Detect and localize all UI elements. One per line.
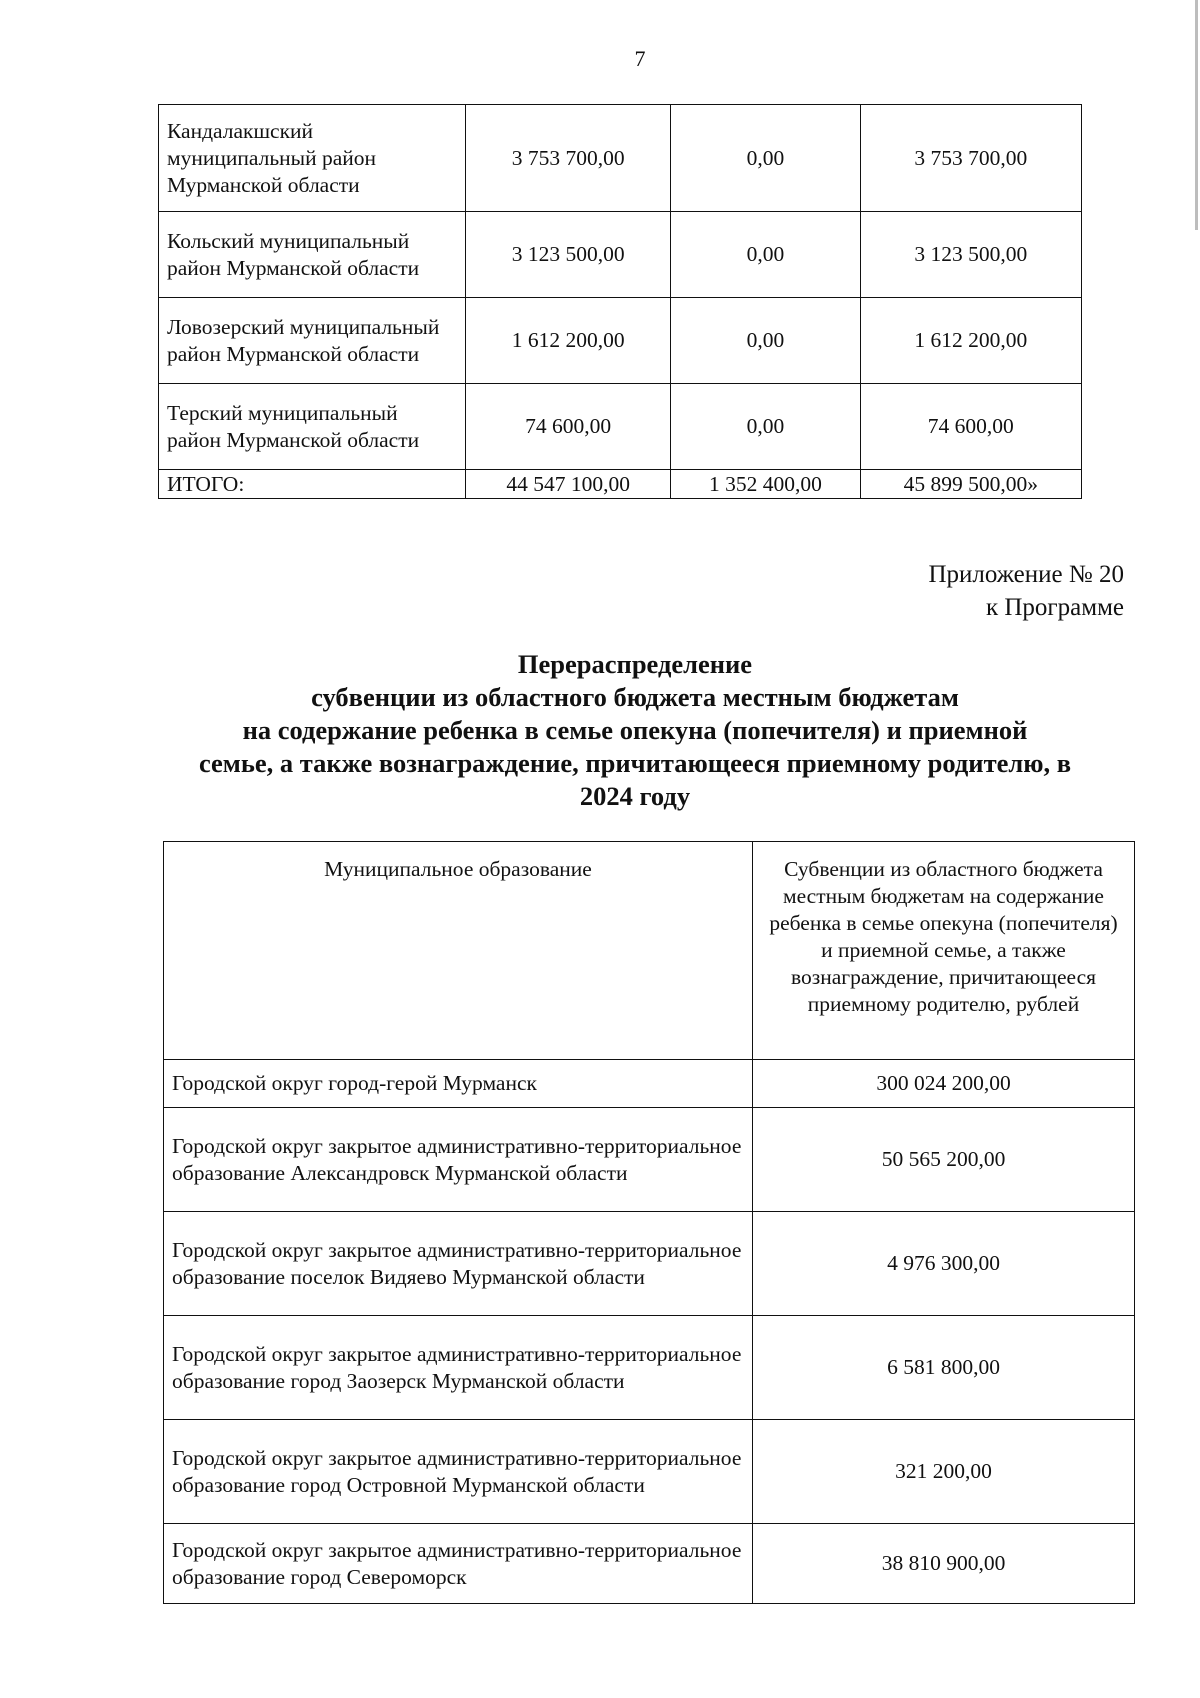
amount-cell: 3 123 500,00 bbox=[860, 212, 1082, 298]
appendix-reference bbox=[928, 558, 1124, 624]
table-row bbox=[159, 212, 1082, 298]
amount-cell: 0,00 bbox=[671, 212, 860, 298]
table-row bbox=[164, 1108, 1135, 1212]
municipality-name: Ловозерский муниципальный район Мурманской области bbox=[159, 298, 466, 384]
municipality-name: Кольский муниципальный район Мурманской области bbox=[159, 212, 466, 298]
amount-cell: 74 600,00 bbox=[860, 384, 1082, 470]
table-row bbox=[159, 298, 1082, 384]
amount-cell: 0,00 bbox=[671, 298, 860, 384]
amount-cell: 3 123 500,00 bbox=[466, 212, 671, 298]
amount-cell: 3 753 700,00 bbox=[466, 105, 671, 212]
total-amount: 45 899 500,00» bbox=[860, 470, 1082, 499]
title-line: Перераспределение bbox=[517, 649, 753, 679]
table-row bbox=[164, 1420, 1135, 1524]
appendix-program: к Программе bbox=[985, 594, 1124, 621]
amount-cell: 321 200,00 bbox=[753, 1420, 1135, 1524]
total-amount: 44 547 100,00 bbox=[466, 470, 671, 499]
redistribution-table bbox=[163, 841, 1135, 1604]
municipality-name: Городской округ закрытое административно-территориальное образование город Заозерск Мурманской области bbox=[164, 1316, 753, 1420]
table-row bbox=[164, 1524, 1135, 1604]
table-row bbox=[159, 384, 1082, 470]
municipality-name: Городской округ закрытое административно-территориальное образование Александровск Мурманской области bbox=[164, 1108, 753, 1212]
amount-cell: 1 612 200,00 bbox=[860, 298, 1082, 384]
title-line: субвенции из областного бюджета местным бюджетам bbox=[311, 682, 959, 712]
table-row bbox=[159, 105, 1082, 212]
amount-cell: 50 565 200,00 bbox=[753, 1108, 1135, 1212]
page-number: 7 bbox=[634, 46, 646, 71]
column-header-municipality: Муниципальное образование bbox=[164, 842, 753, 1060]
municipality-name: Кандалакшский муниципальный район Мурманской области bbox=[159, 105, 466, 212]
scan-edge-mark bbox=[1195, 0, 1198, 230]
title-line: семье, а также вознаграждение, причитающееся приемному родителю, в bbox=[198, 748, 1072, 778]
municipality-name: Городской округ город-герой Мурманск bbox=[164, 1060, 753, 1108]
title-line: 2024 году bbox=[579, 781, 691, 811]
municipality-name: Городской округ закрытое административно-территориальное образование город Североморск bbox=[164, 1524, 753, 1604]
table-row bbox=[164, 1212, 1135, 1316]
table-header-row bbox=[164, 842, 1135, 1060]
appendix-number: Приложение № 20 bbox=[928, 561, 1124, 588]
total-amount: 1 352 400,00 bbox=[671, 470, 860, 499]
amount-cell: 4 976 300,00 bbox=[753, 1212, 1135, 1316]
total-label: ИТОГО: bbox=[159, 470, 466, 499]
table-row bbox=[164, 1316, 1135, 1420]
table-row bbox=[164, 1060, 1135, 1108]
total-row bbox=[159, 470, 1082, 499]
amount-cell: 6 581 800,00 bbox=[753, 1316, 1135, 1420]
municipality-name: Городской округ закрытое административно-территориальное образование город Островной Мурманской области bbox=[164, 1420, 753, 1524]
municipality-name: Городской округ закрытое административно-территориальное образование поселок Видяево Мурманской области bbox=[164, 1212, 753, 1316]
amount-cell: 74 600,00 bbox=[466, 384, 671, 470]
column-header-subvention: Субвенции из областного бюджета местным бюджетам на содержание ребенка в семье опекуна (попечителя) и приемной семье, а также вознаграждение, причитающееся приемному родителю, рублей bbox=[753, 842, 1135, 1060]
subvention-table-continued bbox=[158, 104, 1082, 499]
municipality-name: Терский муниципальный район Мурманской области bbox=[159, 384, 466, 470]
amount-cell: 0,00 bbox=[671, 105, 860, 212]
amount-cell: 300 024 200,00 bbox=[753, 1060, 1135, 1108]
document-title bbox=[150, 648, 1120, 813]
amount-cell: 3 753 700,00 bbox=[860, 105, 1082, 212]
title-line: на содержание ребенка в семье опекуна (попечителя) и приемной bbox=[242, 715, 1028, 745]
amount-cell: 1 612 200,00 bbox=[466, 298, 671, 384]
amount-cell: 38 810 900,00 bbox=[753, 1524, 1135, 1604]
amount-cell: 0,00 bbox=[671, 384, 860, 470]
